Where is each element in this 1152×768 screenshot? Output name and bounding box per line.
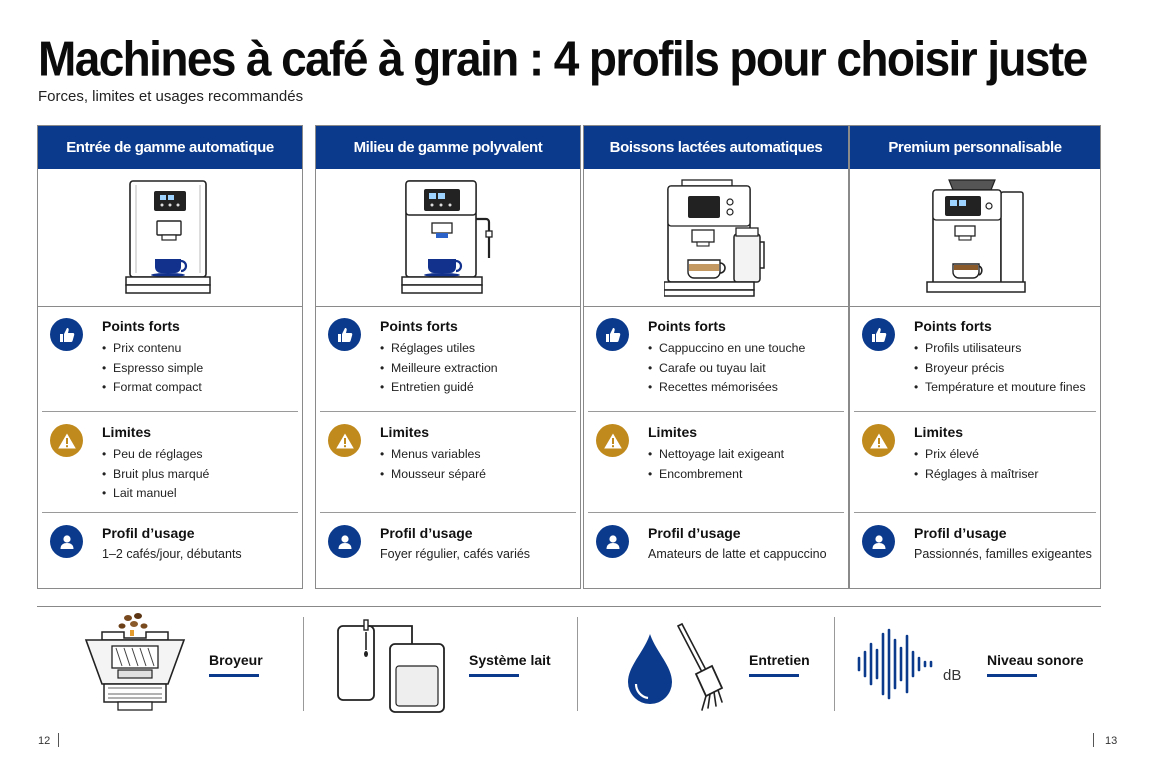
feature-underline	[749, 674, 799, 677]
usage-title: Profil d’usage	[648, 525, 741, 541]
profile-card-mid-range	[315, 125, 581, 589]
limits-list	[648, 445, 784, 484]
user-icon	[328, 525, 361, 558]
usage-title: Profil d’usage	[102, 525, 195, 541]
card-title: Entrée de gamme automatique	[38, 126, 302, 169]
list-item: • Recettes mémorisées	[648, 378, 805, 398]
page-subtitle: Forces, limites et usages recommandés	[38, 88, 304, 105]
warning-icon	[862, 424, 895, 457]
water-drop-brush-icon	[624, 622, 754, 714]
feature-underline	[209, 674, 259, 677]
user-icon	[596, 525, 629, 558]
list-item: • Mousseur séparé	[380, 465, 486, 485]
usage-title: Profil d’usage	[380, 525, 473, 541]
profile-cards	[37, 125, 1101, 589]
strengths-title: Points forts	[914, 318, 992, 334]
profile-card-milk	[583, 125, 849, 589]
usage-title: Profil d’usage	[914, 525, 1007, 541]
usage-text: Passionnés, familles exigeantes	[914, 547, 1092, 561]
entry-espresso-machine-icon	[38, 169, 302, 306]
feature-label: Entretien	[749, 652, 810, 668]
page-number-right: 13	[1105, 735, 1118, 747]
decibel-unit: dB	[943, 667, 962, 684]
divider	[577, 617, 578, 711]
divider	[303, 617, 304, 711]
limits-list	[102, 445, 209, 504]
feature-milk-system	[330, 612, 570, 714]
thumbs-up-icon	[862, 318, 895, 351]
thumbs-up-icon	[50, 318, 83, 351]
thumbs-up-icon	[596, 318, 629, 351]
usage-text: Amateurs de latte et cappuccino	[648, 547, 827, 561]
feature-label: Broyeur	[209, 652, 263, 668]
page-number-left: 12	[38, 735, 51, 747]
list-item: • Meilleure extraction	[380, 359, 498, 379]
strengths-list	[102, 339, 203, 398]
grinder-icon	[78, 612, 192, 712]
usage-text: 1–2 cafés/jour, débutants	[102, 547, 242, 561]
limits-list	[380, 445, 486, 484]
feature-label: Niveau sonore	[987, 652, 1084, 668]
profile-card-entry	[37, 125, 303, 589]
list-item: • Réglages à maîtriser	[914, 465, 1038, 485]
list-item: • Menus variables	[380, 445, 486, 465]
feature-noise-level	[855, 612, 1095, 714]
list-item: • Entretien guidé	[380, 378, 498, 398]
feature-maintenance	[600, 612, 830, 714]
user-icon	[862, 525, 895, 558]
warning-icon	[50, 424, 83, 457]
list-item: • Nettoyage lait exigeant	[648, 445, 784, 465]
strengths-list	[380, 339, 498, 398]
limits-title: Limites	[380, 424, 430, 440]
feature-underline	[469, 674, 519, 677]
list-item: • Température et mouture fines	[914, 378, 1086, 398]
thumbs-up-icon	[328, 318, 361, 351]
page-title: Machines à café à grain : 4 profils pour choisir juste	[38, 31, 1087, 87]
list-item: • Espresso simple	[102, 359, 203, 379]
strengths-title: Points forts	[380, 318, 458, 334]
user-icon	[50, 525, 83, 558]
feature-underline	[987, 674, 1037, 677]
list-item: • Encombrement	[648, 465, 784, 485]
warning-icon	[596, 424, 629, 457]
divider	[1093, 733, 1094, 747]
list-item: • Prix élevé	[914, 445, 1038, 465]
strengths-list	[648, 339, 805, 398]
divider	[58, 733, 59, 747]
sound-wave-icon	[855, 626, 939, 702]
divider	[834, 617, 835, 711]
limits-title: Limites	[648, 424, 698, 440]
list-item: • Broyeur précis	[914, 359, 1086, 379]
list-item: • Format compact	[102, 378, 203, 398]
premium-espresso-machine-icon	[850, 169, 1100, 306]
list-item: • Cappuccino en une touche	[648, 339, 805, 359]
milk-carafe-espresso-machine-icon	[584, 169, 848, 306]
list-item: • Lait manuel	[102, 484, 209, 504]
list-item: • Prix contenu	[102, 339, 203, 359]
limits-title: Limites	[914, 424, 964, 440]
limits-list	[914, 445, 1038, 484]
list-item: • Bruit plus marqué	[102, 465, 209, 485]
mid-range-espresso-machine-icon	[316, 169, 580, 306]
card-title: Premium personnalisable	[850, 126, 1100, 169]
card-title: Boissons lactées automatiques	[584, 126, 848, 169]
strengths-title: Points forts	[102, 318, 180, 334]
list-item: • Carafe ou tuyau lait	[648, 359, 805, 379]
strengths-title: Points forts	[648, 318, 726, 334]
list-item: • Peu de réglages	[102, 445, 209, 465]
feature-grinder	[70, 612, 300, 714]
warning-icon	[328, 424, 361, 457]
strengths-list	[914, 339, 1086, 398]
limits-title: Limites	[102, 424, 152, 440]
list-item: • Profils utilisateurs	[914, 339, 1086, 359]
list-item: • Réglages utiles	[380, 339, 498, 359]
feature-label: Système lait	[469, 652, 551, 668]
profile-card-premium	[849, 125, 1101, 589]
divider	[37, 606, 1101, 607]
card-title: Milieu de gamme polyvalent	[316, 126, 580, 169]
milk-system-icon	[334, 618, 450, 714]
usage-text: Foyer régulier, cafés variés	[380, 547, 531, 561]
